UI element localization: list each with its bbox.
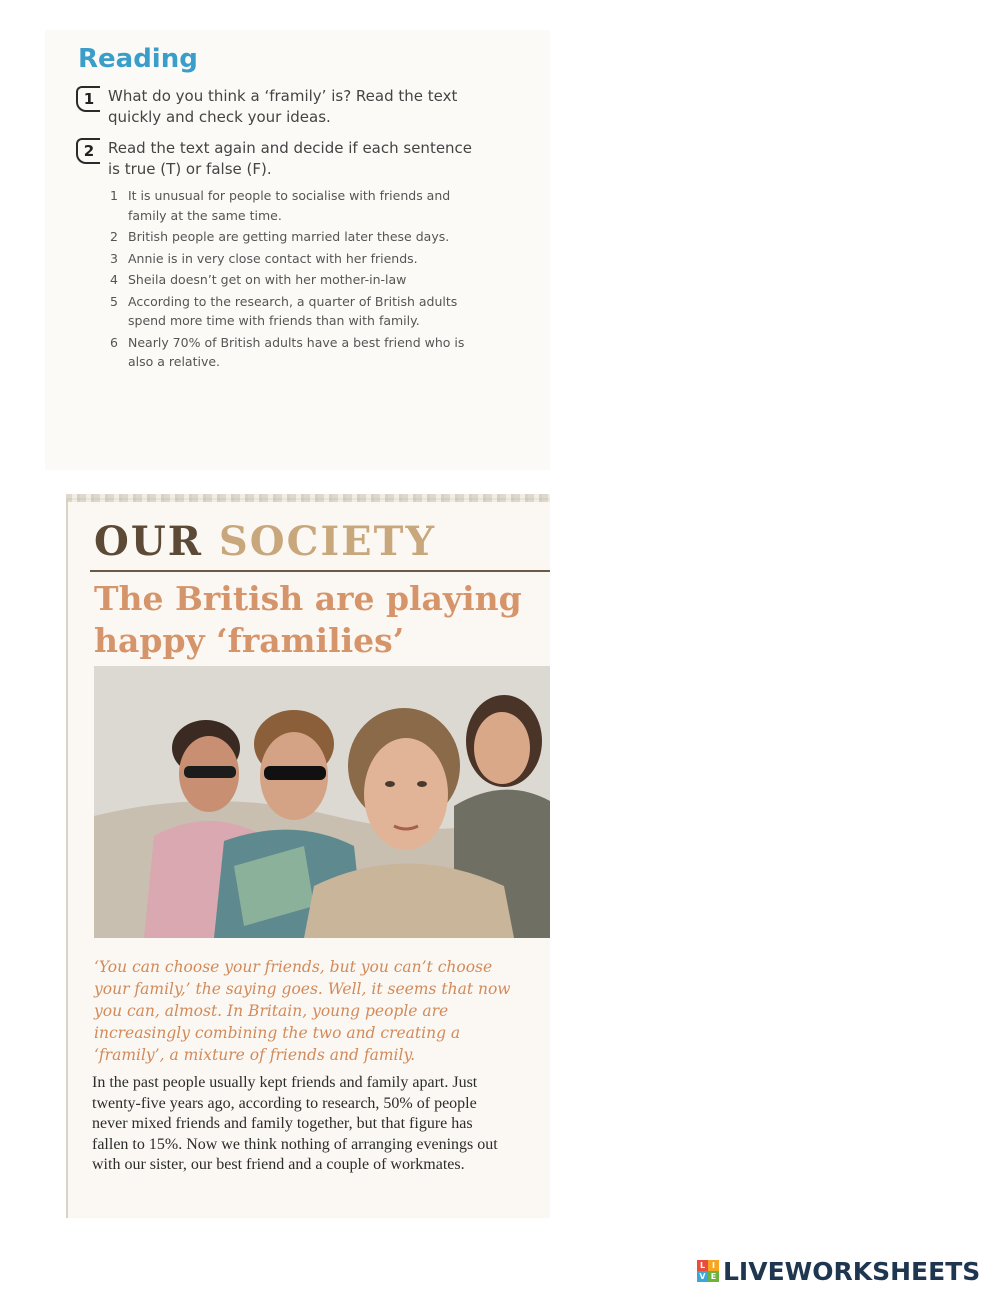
- logo-text: LIVEWORKSHEETS: [723, 1256, 981, 1286]
- section-title: Reading: [78, 44, 198, 74]
- statement-text: Annie is in very close contact with her friends.: [128, 250, 418, 266]
- task-number: 1: [76, 86, 100, 112]
- statement-item: [110, 292, 470, 331]
- statement-number: 5: [110, 293, 118, 309]
- liveworksheets-logo: [697, 1258, 980, 1284]
- statement-item: [110, 270, 470, 290]
- group-photo-illustration: [94, 666, 550, 938]
- statement-number: 2: [110, 229, 118, 244]
- article-intro: ‘You can choose your friends, but you can’t choose your family,’ the saying goes. Well, it seems that now you can, almost. In Britain, young people are increasingly combining the two and creating a ‘framily’, a mixture of friends and family.: [94, 958, 511, 1064]
- magazine-title-our: OUR: [94, 518, 203, 565]
- task-instruction: Read the text again and decide if each sentence is true (T) or false (F).: [108, 139, 473, 178]
- statement-text: Nearly 70% of British adults have a best friend who is also a relative.: [128, 334, 465, 369]
- statement-number: 4: [110, 272, 118, 287]
- statement-list: [110, 186, 470, 374]
- logo-letter: I: [708, 1260, 719, 1271]
- article-headline: The British are playing happy ‘framilies’: [94, 579, 522, 660]
- statement-number: 1: [110, 188, 118, 203]
- task-2: [76, 138, 476, 180]
- logo-letter: L: [697, 1260, 708, 1271]
- group-photo: [94, 666, 550, 938]
- title-divider: [90, 570, 550, 572]
- task-1: [76, 86, 476, 128]
- statement-number: 6: [110, 334, 118, 350]
- task-number: 2: [76, 138, 100, 164]
- logo-letter: E: [708, 1271, 719, 1282]
- statement-item: [110, 333, 470, 372]
- article-body: In the past people usually kept friends and family apart. Just twenty-five years ago, according to research, 50% of people never mixed friends and family together, but that figure has fallen to 15%. Now we think nothing of arranging evenings out with our sister, our best friend and a couple of workmates.: [92, 1074, 498, 1173]
- logo-letter: V: [697, 1271, 708, 1282]
- statement-number: 3: [110, 250, 118, 266]
- task-instruction: What do you think a ‘framily’ is? Read the text quickly and check your ideas.: [108, 87, 458, 126]
- statement-item: [110, 249, 470, 269]
- statement-text: Sheila doesn’t get on with her mother-in-law: [128, 272, 407, 287]
- statement-item: [110, 227, 470, 247]
- article-card: [66, 498, 550, 1218]
- magazine-title: [94, 518, 436, 565]
- statement-text: According to the research, a quarter of British adults spend more time with friends than with family.: [128, 293, 458, 328]
- statement-text: British people are getting married later these days.: [128, 229, 450, 244]
- magazine-title-society: SOCIETY: [218, 518, 436, 565]
- statement-text: It is unusual for people to socialise with friends and family at the same time.: [128, 188, 451, 223]
- statement-item: [110, 186, 470, 225]
- logo-icon: [697, 1260, 719, 1282]
